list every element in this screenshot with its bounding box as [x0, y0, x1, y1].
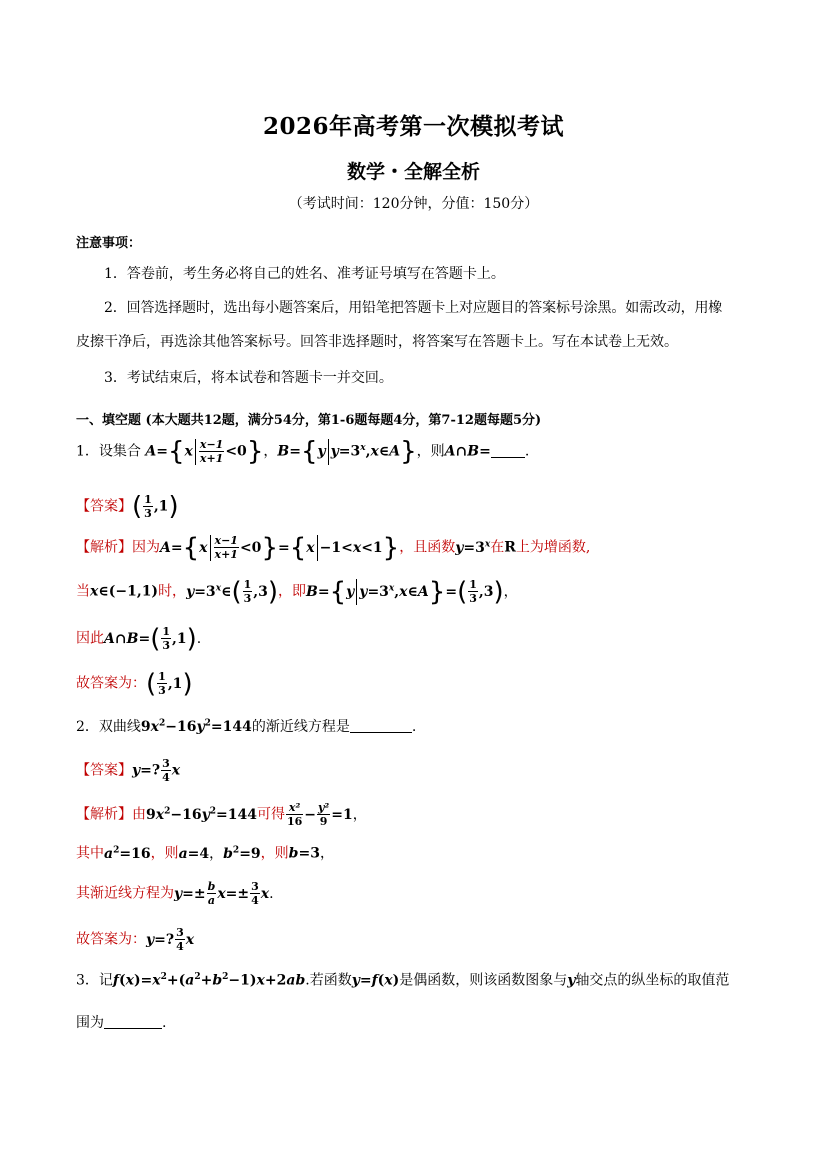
q1-hence: 因此 [76, 630, 104, 647]
q2-from: 由 [132, 806, 146, 823]
q2-analysis-line-2: 其中$a^2=16$，则a=4，$b^2=9$，则b=3， [76, 845, 334, 862]
q1-because: 因为 [132, 539, 160, 556]
q2-then: ，则 [150, 845, 179, 862]
q1-on: 在 [490, 539, 505, 556]
q2-answer: 【答案】y=? $\frac{3}{4}$ x [76, 757, 181, 784]
question-3: 3．记$f(x)=x^2+(a^2+b^2-1)x+2ab$.若函数y=f(x)是偶函数，则该函数图象与y轴交点的纵坐标的取值范 [76, 972, 730, 989]
q1-analysis-line-3: 因此A∩B=( $\frac{1}{3}$ ,1). [76, 623, 202, 654]
therefore-label: 故答案为： [76, 675, 146, 692]
unknown-symbol: ? [165, 931, 175, 948]
q1-prefix: 1．设集合 [76, 443, 141, 460]
q1-time: 时， [158, 583, 187, 600]
q2-analysis-line-1: 【解析】由$9x^2-16y^2=144$可得 $\frac{\text{x²}}{16}$ − $\frac{\text{y²}}{9}$ =1， [76, 801, 367, 828]
exam-info: （考试时间：120分钟，分值：150分） [288, 196, 539, 212]
notice-heading: 注意事项： [76, 236, 142, 251]
question-2: 2．双曲线$9x^2-16y^2=144$的渐近线方程是 . [76, 718, 417, 735]
question-1: 1．设集合 A={x $\frac{x-1}{x+1}$ <0}，B={y $y=3^x,x\in A$}，则A∩B= . [76, 436, 530, 467]
answer-blank [104, 1014, 162, 1029]
q1-when: 当 [76, 583, 90, 600]
section-heading [76, 409, 541, 428]
q3-prefix: 3．记 [76, 972, 113, 989]
answer-blank [350, 718, 412, 733]
notice-item-2: 2．回答选择题时，选出每小题答案后，用铅笔把答题卡上对应题目的答案标号涂黑。如需改动，用橡 [104, 300, 723, 316]
q1-analysis-line-1: 【解析】因为A={x $\frac{x-1}{x+1}$ <0}={x −1<x<1}，且函数$y=3^x$在R上为增函数, [76, 532, 591, 563]
answer-blank [491, 443, 525, 458]
q1-answer: 【答案】( $\frac{1}{3}$ ,1) [76, 491, 179, 522]
notice-item-1: 1．答卷前，考生务必将自己的姓名、准考证号填写在答题卡上。 [104, 266, 505, 282]
q3-mid1: .若函数 [305, 972, 352, 989]
answer-label: 【答案】 [76, 762, 132, 779]
q2-analysis-line-3: 其渐近线方程为y=± $\frac{b}{a}$ x=± $\frac{3}{4}$ x. [76, 880, 274, 907]
q1-analysis-line-2: 当x∈(−1,1)时，$y=3^x\in$( $\frac{1}{3}$ ,3)，即B={y $y=3^x,x\in A\}=$( $\frac{1}{3}$ ,3)， [76, 576, 518, 607]
q1-suffix: ，则 [416, 443, 445, 460]
q2-then: ，则 [260, 845, 289, 862]
q3-mid2: 是偶函数，则该函数图象与 [399, 972, 568, 989]
notice-item-2-cont: 皮擦干净后，再选涂其他答案标号。回答非选择题时，将答案写在答题卡上。写在本试卷上无效。 [76, 334, 678, 350]
q3-line2: 围为 [76, 1015, 104, 1031]
section-title: 一、填空题 [76, 413, 142, 428]
page-subtitle: 数学・全解全析 [346, 161, 480, 183]
math: A [145, 443, 157, 460]
page-title: 2026年高考第一次模拟考试 [262, 113, 564, 140]
q1-and-func: ，且函数 [399, 539, 456, 556]
q1-increasing: 上为增函数, [515, 539, 591, 556]
therefore-label: 故答案为： [76, 931, 146, 948]
analysis-label: 【解析】 [76, 539, 132, 556]
q2-asym: 其渐近线方程为 [76, 885, 174, 902]
q2-get: 可得 [256, 806, 285, 823]
q1-final-answer: 故答案为：( $\frac{1}{3}$ ,1) [76, 668, 193, 699]
notice-item-3: 3．考试结束后，将本试卷和答题卡一并交回。 [104, 370, 393, 386]
answer-label: 【答案】 [76, 498, 132, 515]
q2-suffix: 的渐近线方程是 [251, 719, 350, 735]
q3-mid3: 轴交点的纵坐标的取值范 [575, 972, 730, 989]
analysis-label: 【解析】 [76, 806, 132, 823]
unknown-symbol: ? [151, 762, 161, 779]
q1-ie: ，即 [278, 583, 307, 600]
question-3-cont: 围为 . [76, 1015, 167, 1031]
q2-where: 其中 [76, 845, 104, 862]
q2-final-answer: 故答案为：y=? $\frac{3}{4}$ x [76, 926, 195, 953]
q2-prefix: 2．双曲线 [76, 719, 141, 735]
section-note: (本大题共12题，满分54分，第1-6题每题4分，第7-12题每题5分) [145, 413, 542, 428]
